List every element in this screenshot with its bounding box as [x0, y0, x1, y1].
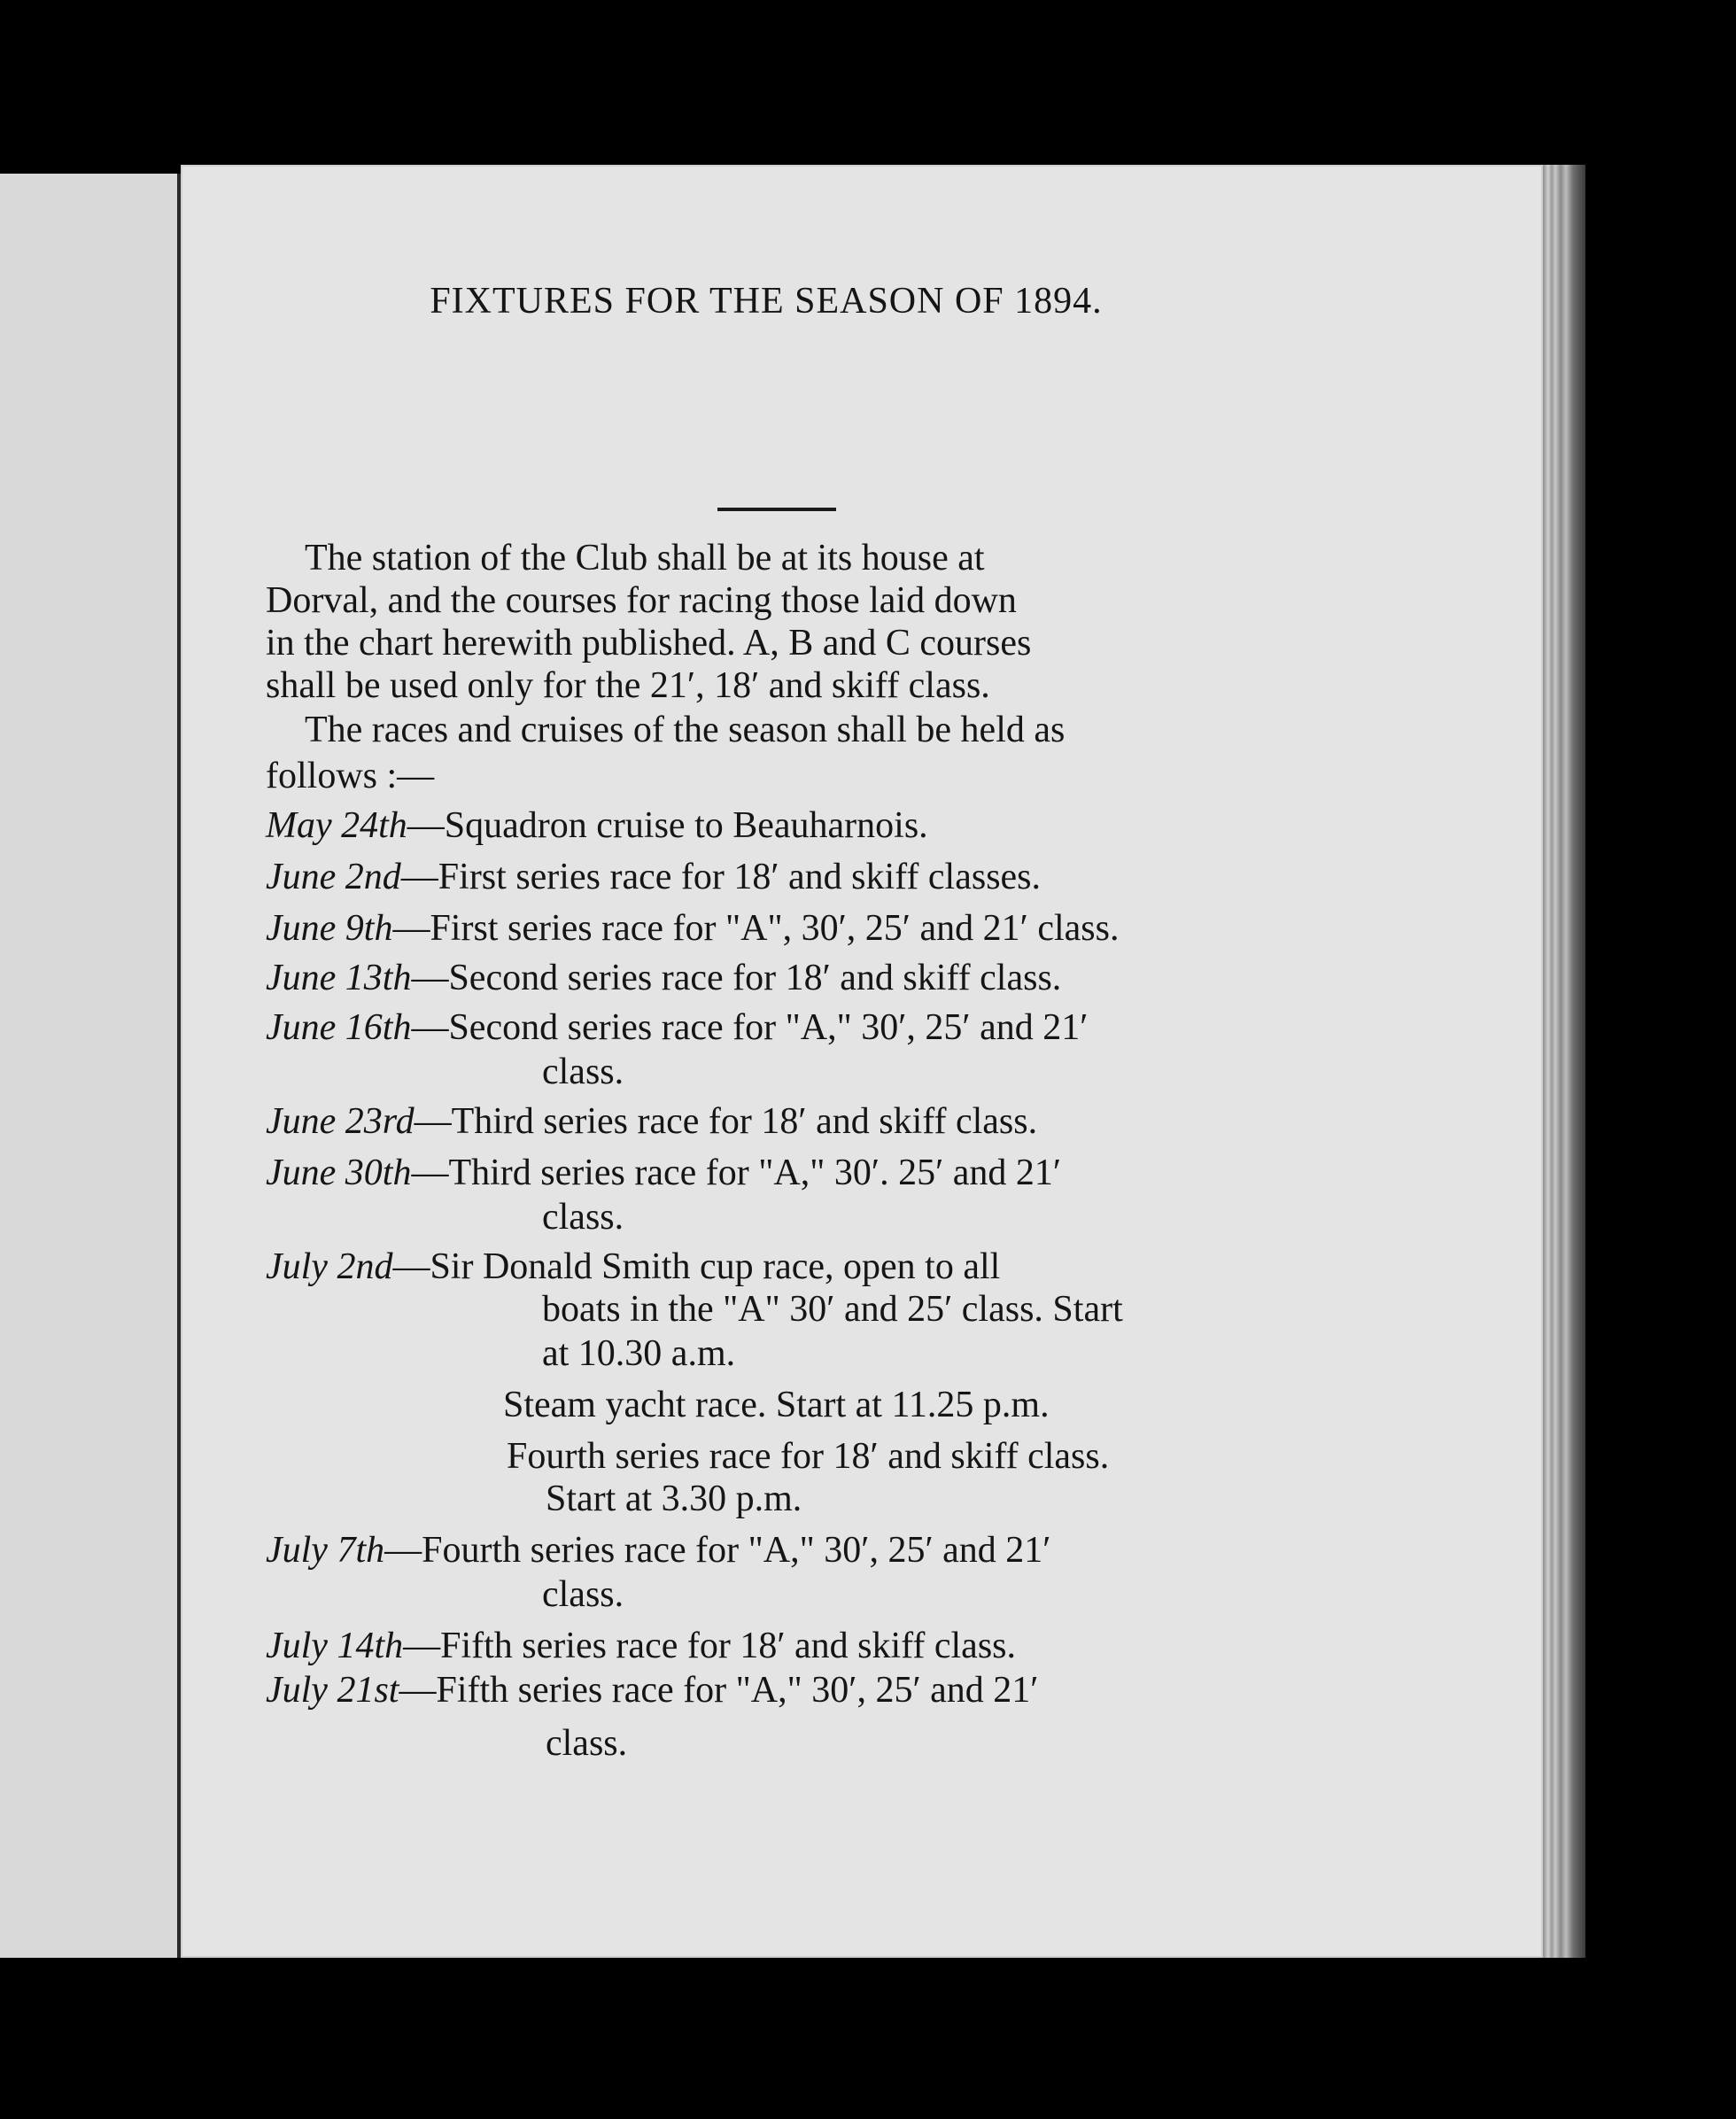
fixture-row [266, 1152, 1061, 1194]
fixture-row [266, 856, 1041, 898]
fixture-text: —Sir Donald Smith cup race, open to all [392, 1246, 1001, 1287]
fixture-continuation: class. [542, 1574, 624, 1615]
fixture-row [266, 1246, 1000, 1288]
intro-line-6: follows :— [266, 756, 435, 796]
fixture-text: —First series race for 18′ and skiff classes. [400, 857, 1042, 897]
fixture-text: —Second series race for "A," 30′, 25′ and 21′ [411, 1007, 1089, 1048]
fixture-date: June 9th [266, 908, 393, 949]
title-divider [717, 508, 836, 511]
fixture-date: June 30th [266, 1153, 412, 1193]
intro-line-1: The station of the Club shall be at its house at [305, 538, 985, 578]
fixture-row [266, 1669, 1039, 1712]
fixture-continuation: class. [542, 1052, 624, 1092]
fixture-continuation: class. [542, 1197, 624, 1238]
intro-line-4: shall be used only for the 21′, 18′ and skiff class. [266, 665, 990, 706]
fixture-text: —Fifth series race for 18′ and skiff class. [403, 1626, 1017, 1666]
intro-line-2: Dorval, and the courses for racing those laid down [266, 580, 1017, 621]
fixture-text: —First series race for "A", 30′, 25′ and 21′ class. [392, 908, 1120, 949]
fixture-row [266, 957, 1061, 999]
fixture-text: —Third series race for "A," 30′. 25′ and 21′ [411, 1153, 1062, 1193]
fixture-date: June 13th [266, 958, 412, 998]
fixture-date: July 14th [266, 1626, 404, 1666]
fixture-continuation: Start at 3.30 p.m. [546, 1479, 802, 1519]
page-title: FIXTURES FOR THE SEASON OF 1894. [430, 281, 1103, 322]
fixture-row [503, 1384, 1050, 1426]
fixture-text: Fourth series race for 18′ and skiff class. [507, 1436, 1110, 1477]
fixture-date: June 23rd [266, 1101, 415, 1142]
fixture-date: July 2nd [266, 1246, 393, 1287]
fixture-continuation: at 10.30 a.m. [542, 1333, 736, 1374]
fixture-row [507, 1435, 1109, 1478]
fixture-row [266, 804, 928, 847]
fixture-text: —Third series race for 18′ and skiff class. [414, 1101, 1038, 1142]
fixture-date: June 2nd [266, 857, 401, 897]
fixture-row [266, 907, 1119, 950]
fixture-date: July 21st [266, 1670, 399, 1711]
fixture-text: —Squadron cruise to Beauharnois. [407, 805, 928, 846]
fixture-date: June 16th [266, 1007, 412, 1048]
left-page-edge [0, 174, 181, 1958]
fixture-date: May 24th [266, 805, 407, 846]
fixture-text: Steam yacht race. Start at 11.25 p.m. [503, 1385, 1050, 1425]
fixture-date: July 7th [266, 1530, 385, 1571]
fixture-row [266, 1100, 1037, 1143]
fixture-text: —Fourth series race for "A," 30′, 25′ and 21′ [384, 1530, 1051, 1571]
fixture-continuation: class. [546, 1723, 628, 1764]
fixture-continuation: boats in the "A" 30′ and 25′ class. Start [542, 1289, 1123, 1330]
intro-line-3: in the chart herewith published. A, B and C courses [266, 623, 1032, 664]
intro-line-5: The races and cruises of the season shall be held as [305, 710, 1066, 750]
fixture-row [266, 1529, 1050, 1572]
page-stack-edge [1543, 165, 1585, 1958]
fixture-row [266, 1006, 1088, 1049]
fixture-row [266, 1625, 1016, 1667]
fixture-text: —Second series race for 18′ and skiff class. [411, 958, 1062, 998]
fixture-text: —Fifth series race for "A," 30′, 25′ and 21′ [399, 1670, 1039, 1711]
